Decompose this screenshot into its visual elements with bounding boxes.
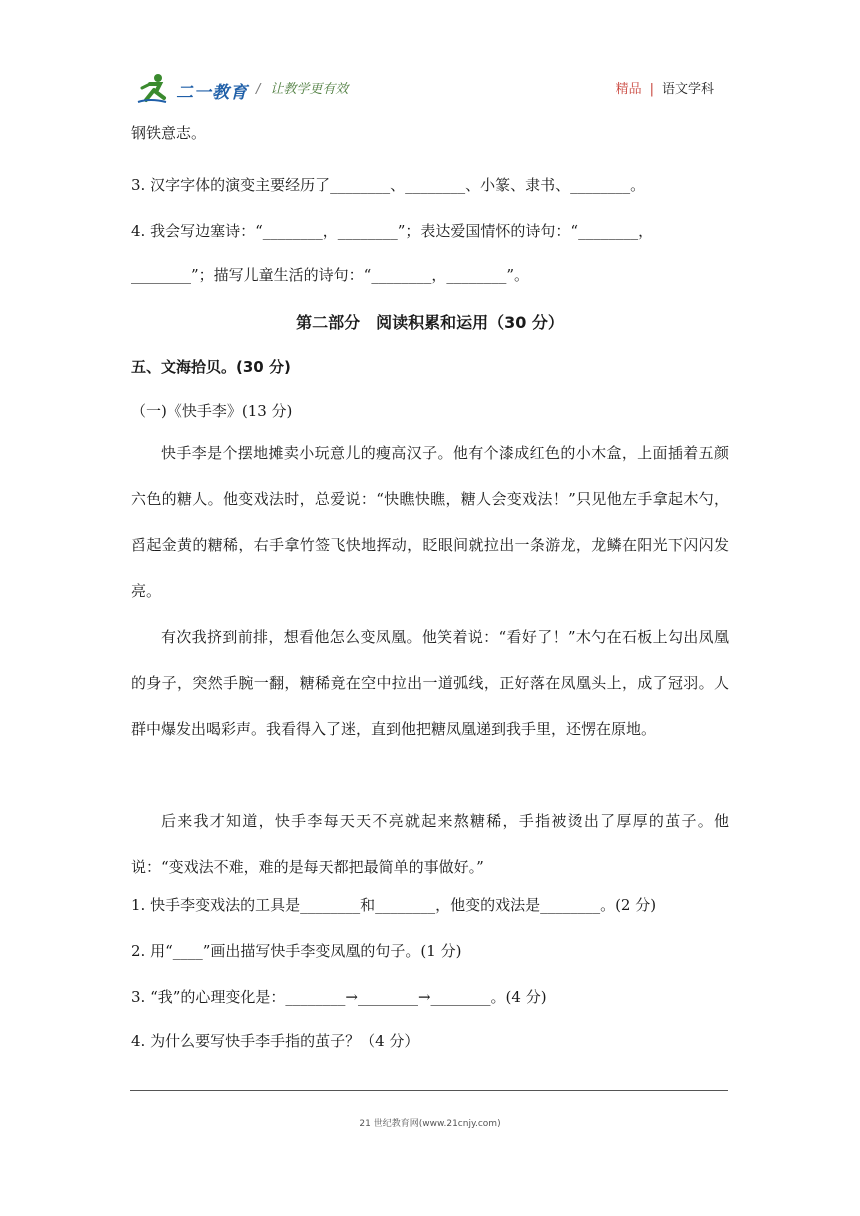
header-tags xyxy=(616,78,714,97)
page-header xyxy=(132,66,728,110)
part-2-title: 第二部分 阅读积累和运用（30 分） xyxy=(296,313,564,332)
passage-paragraph-2: 有次我挤到前排，想看他怎么变凤凰。他笑着说：“看好了！”木勺在石板上勾出凤凰的身子，突然手腕一翻，糖稀竟在空中拉出一道弧线，正好落在凤凰头上，成了冠羽。人群中爆发出喝彩声。我看得入了迷，直到他把糖凤凰递到我手里，还愣在原地。 xyxy=(131,628,729,738)
logo-text: 二一教育 xyxy=(176,83,248,103)
reading-question-3: 3. “我”的心理变化是：________→________→________。(4 分) xyxy=(131,988,547,1006)
subject-tag: 语文学科 xyxy=(661,82,714,97)
question-4-fill-blank: 4. 我会写边塞诗：“________，________”；表达爱国情怀的诗句：“________， xyxy=(131,222,654,240)
reading-1-title: （一)《快手李》(13 分) xyxy=(131,402,293,420)
section-5-title: 五、文海拾贝。(30 分) xyxy=(131,358,291,376)
quality-tag: 精品 xyxy=(615,82,642,97)
slogan-separator: / xyxy=(256,82,261,97)
footer-divider xyxy=(130,1090,728,1091)
site-logo[interactable] xyxy=(136,72,264,106)
question-4-continued: ________”；描写儿童生活的诗句：“________，________”。 xyxy=(131,266,530,284)
question-3-fill-blank: 3. 汉字字体的演变主要经历了________、________、小篆、隶书、________。 xyxy=(131,176,646,194)
passage-paragraph-3: 后来我才知道，快手李每天天不亮就起来熬糖稀，手指被烫出了厚厚的茧子。他说：“变戏法不难，难的是每天都把最简单的事做好。” xyxy=(131,812,729,876)
running-person-logo-icon xyxy=(136,72,176,106)
reading-question-4: 4. 为什么要写快手李手指的茧子？（4 分） xyxy=(131,1032,420,1050)
page-footer: 21 世纪教育网(www.21cnjy.com) xyxy=(359,1119,501,1129)
tag-separator: | xyxy=(649,82,654,97)
slogan-text: 让教学更有效 xyxy=(270,82,349,97)
reading-question-1: 1. 快手李变戏法的工具是________和________，他变的戏法是________。(2 分) xyxy=(131,896,657,914)
passage-paragraph-1: 快手李是个摆地摊卖小玩意儿的瘦高汉子。他有个漆成红色的小木盒，上面插着五颜六色的糖人。他变戏法时，总爱说：“快瞧快瞧，糖人会变戏法！”只见他左手拿起木勺，舀起金黄的糖稀，右手拿竹签飞快地挥动，眨眼间就拉出一条游龙，龙鳞在阳光下闪闪发亮。 xyxy=(131,444,729,600)
reading-question-2: 2. 用“____”画出描写快手李变凤凰的句子。(1 分) xyxy=(131,942,462,960)
header-slogan xyxy=(256,78,348,97)
text-line-1: 钢铁意志。 xyxy=(131,124,207,142)
